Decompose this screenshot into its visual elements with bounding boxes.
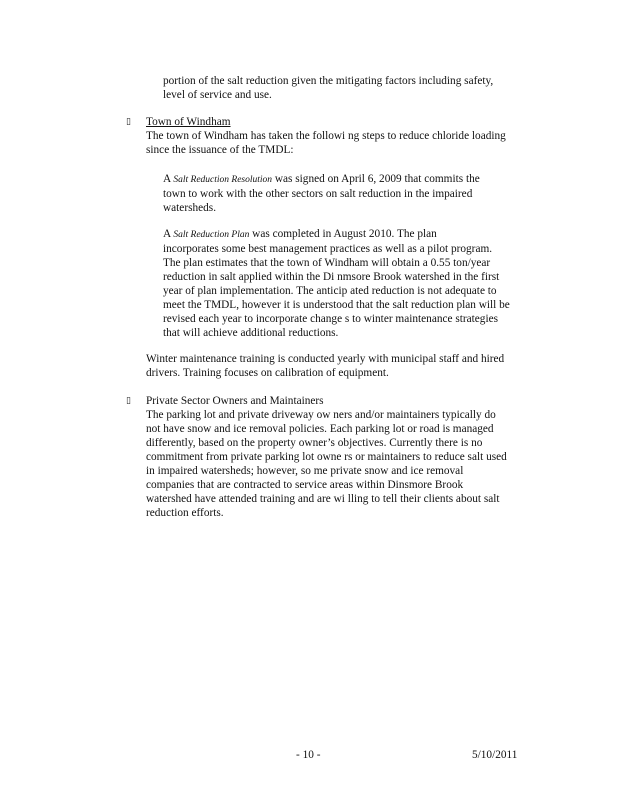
- text-line: portion of the salt reduction given the mitigating factors including safety,: [163, 75, 494, 87]
- text-line: reduction in salt applied within the Di nmsore Brook watershed in the first: [163, 271, 500, 283]
- text-line: reduction efforts.: [146, 507, 224, 519]
- bullet-icon: ▯: [126, 117, 131, 127]
- text-line: since the issuance of the TMDL:: [146, 144, 294, 156]
- section-heading-private-sector: Private Sector Owners and Maintainers: [146, 395, 324, 407]
- salt-reduction-plan-paragraph: [163, 227, 510, 340]
- italic-document-title: Salt Reduction Plan: [173, 230, 250, 240]
- intro-continuation: [163, 74, 493, 102]
- text-line: drivers. Training focuses on calibration of equipment.: [146, 367, 389, 379]
- salt-reduction-resolution-paragraph: [163, 172, 480, 215]
- text-line: revised each year to incorporate change s to winter maintenance strategies: [163, 313, 498, 325]
- text-line: companies that are contracted to service areas within Dinsmore Brook: [146, 479, 464, 491]
- text-line: meet the TMDL, however it is understood that the salt reduction plan will be: [163, 299, 510, 311]
- text-line: level of service and use.: [163, 89, 272, 101]
- text-line: [163, 172, 480, 187]
- page-number: - 10 -: [296, 749, 321, 761]
- text-line: town to work with the other sectors on salt reduction in the impaired: [163, 188, 473, 200]
- text-line: year of plan implementation. The anticip ated reduction is not adequate to: [163, 285, 497, 297]
- item-lead: A: [163, 228, 174, 240]
- section-intro: [146, 129, 506, 157]
- text-line: watershed have attended training and are wi lling to tell their clients about salt: [146, 493, 500, 505]
- bullet-icon: ▯: [126, 396, 131, 406]
- private-sector-paragraph: [146, 408, 507, 520]
- section-heading-town-of-windham: Town of Windham: [146, 116, 231, 128]
- item-lead: A: [163, 173, 174, 185]
- text-line: [163, 227, 510, 242]
- text-line: watersheds.: [163, 202, 217, 214]
- item-first-line-rest: was completed in August 2010. The plan: [249, 228, 437, 240]
- footer-date: 5/10/2011: [472, 749, 518, 761]
- item-first-line-rest: was signed on April 6, 2009 that commits the: [272, 173, 480, 185]
- text-line: commitment from private parking lot owne rs or maintainers to reduce salt used: [146, 451, 507, 463]
- text-line: differently, based on the property owner’s objectives. Currently there is no: [146, 437, 483, 449]
- text-line: in impaired watersheds; however, so me private snow and ice removal: [146, 465, 464, 477]
- text-line: that will achieve additional reductions.: [163, 327, 339, 339]
- winter-maintenance-paragraph: [146, 352, 504, 380]
- text-line: The parking lot and private driveway ow ners and/or maintainers typically do: [146, 409, 496, 421]
- italic-document-title: Salt Reduction Resolution: [173, 175, 273, 185]
- text-line: incorporates some best management practices as well as a pilot program.: [163, 243, 493, 255]
- text-line: not have snow and ice removal policies. Each parking lot or road is managed: [146, 423, 494, 435]
- text-line: The plan estimates that the town of Windham will obtain a 0.55 ton/year: [163, 257, 491, 269]
- text-line: The town of Windham has taken the followi ng steps to reduce chloride loading: [146, 130, 506, 142]
- text-line: Winter maintenance training is conducted yearly with municipal staff and hired: [146, 353, 505, 365]
